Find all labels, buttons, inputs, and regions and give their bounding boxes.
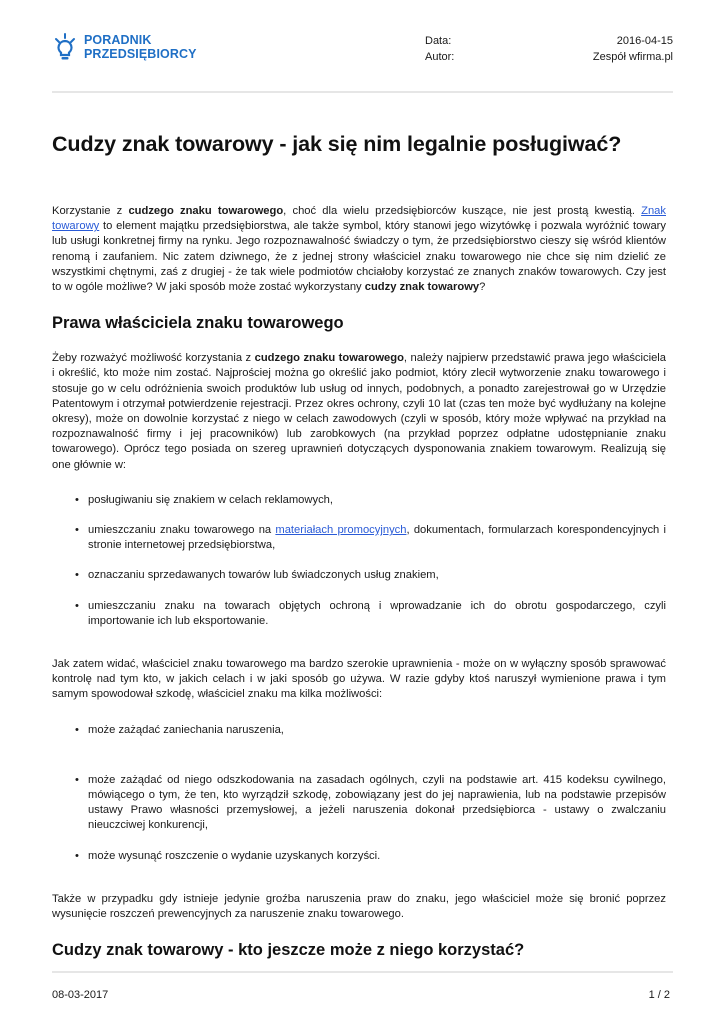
list-item: • może wysunąć roszczenie o wydanie uzyskanych korzyści. (88, 849, 666, 864)
section-heading-who-can-use: Cudzy znak towarowy - kto jeszcze może z niego korzystać? (52, 941, 525, 960)
list-item: • może zażądać od niego odszkodowania na zasadach ogólnych, czyli na podstawie art. 415 kodeksu cywilnego, mówiącego o tym, że ten, kto wyrządził szkodę, zobowiązany jest do jej naprawienia, lub na podstawie przepisów ustawy Prawo własności przemysłowej, a jeżeli naruszenia dokonał przedsiębiorca - ustawy o zwalczaniu nieuczciwej konkurencji, (88, 773, 666, 834)
remedies-list (52, 723, 666, 864)
owner-remedies-paragraph: Jak zatem widać, właściciel znaku towarowego ma bardzo szerokie uprawnienia - może on w wyłączny sposób sprawować kontrolę nad tym kto, w jakich celach i w jaki sposób go używa. W razie gdyby ktoś naruszył wymienione prawa i tym samym spowodował szkodę, właściciel znaku ma kilka możliwości: (52, 658, 666, 701)
footer-divider (52, 971, 673, 973)
intro-paragraph: Korzystanie z cudzego znaku towarowego, choć dla wielu przedsiębiorców kuszące, nie jest prostą kwestią. Znak towarowy to element majątku przedsiębiorstwa, ale także symbol, który stanowi jego wizytówkę i pozwala wyróżnić towary lub usługi konkretnej firmy na rynku. Jego rozpoznawalność świadczy o tym, że przedsiębiorstwo cieszy się wśród klientów renomą i zaufaniem. Nic zatem dziwnego, że z jednej strony właściciel znaku towarowego nie chce się nim dzielić ze wszystkimi chętnymi, zaś z drugiej - że tak wiele podmiotów chciałoby korzystać ze znanych znaków towarowych. Czy jest to w ogóle możliwe? W jaki sposób może zostać wykorzystany cudzy znak towarowy? (52, 205, 666, 294)
author-value: Zespół wfirma.pl (592, 51, 673, 63)
list-item: • umieszczaniu znaku towarowego na materiałach promocyjnych, dokumentach, formularzach korespondencyjnych i stronie internetowej przedsiębiorstwa, (88, 523, 666, 553)
owner-rights-list (52, 493, 666, 629)
trademark-link[interactable]: Znak towarowy (52, 205, 666, 233)
page-title: Cudzy znak towarowy - jak się nim legalnie posługiwać? (52, 132, 622, 156)
page-number: 1 / 2 (648, 989, 670, 1001)
date-row (425, 33, 673, 49)
logo-text (84, 33, 197, 61)
author-row (425, 49, 673, 65)
logo-line1: PORADNIK (84, 33, 152, 47)
section-heading-owner-rights: Prawa właściciela znaku towarowego (52, 314, 344, 333)
logo (52, 33, 197, 63)
footer-date: 08-03-2017 (52, 989, 109, 1001)
list-item: • oznaczaniu sprzedawanych towarów lub świadczonych usług znakiem, (88, 568, 666, 583)
promo-materials-link[interactable]: materiałach promocyjnych (275, 524, 407, 537)
lightbulb-icon (52, 33, 78, 63)
document-meta (425, 33, 673, 65)
preventive-claims-paragraph: Także w przypadku gdy istnieje jedynie groźba naruszenia praw do znaku, jego właściciel może się bronić poprzez wysunięcie roszczeń prewencyjnych za naruszenie znaku towarowego. (52, 892, 666, 921)
page-footer (52, 989, 670, 1001)
owner-rights-paragraph: Żeby rozważyć możliwość korzystania z cudzego znaku towarowego, należy najpierw przedstawić prawa jego właściciela i określić, kto może nim zostać. Najprościej można go określić jako podmiot, który zlecił wytworzenie znaku towarowego i stosuje go w celu odróżnienia swoich produktów lub usług od innych, podobnych, a ponadto zarejestrował go w Urzędzie Patentowym i otrzymał potwierdzenie rejestracji. Przez okres ochrony, czyli 10 lat (czas ten może być wydłużany na kolejne okresy), może on dowolnie korzystać z niego w celach zawodowych (czyli w sposób, który może wpływać na przykład na rozpoznawalność firmy i jej pracowników) lub zarobkowych (na przykład poprzez odpłatne udostępnianie znaku towarowego). Oprócz tego posiada on szereg uprawnień dotyczących dysponowania znakiem towarowym. Realizują się one głównie w: (52, 352, 666, 471)
author-label: Autor: (425, 51, 455, 63)
logo-line2: PRZEDSIĘBIORCY (84, 47, 197, 61)
list-item: • umieszczaniu znaku na towarach objętych ochroną i wprowadzanie ich do obrotu gospodarczego, czyli importowanie ich lub eksportowanie. (88, 599, 666, 629)
list-item: • może zażądać zaniechania naruszenia, (88, 723, 666, 738)
article-body (52, 204, 666, 960)
list-item: • posługiwaniu się znakiem w celach reklamowych, (88, 493, 666, 508)
header-divider (52, 91, 673, 93)
date-value: 2016-04-15 (616, 35, 673, 47)
date-label: Data: (425, 35, 452, 47)
